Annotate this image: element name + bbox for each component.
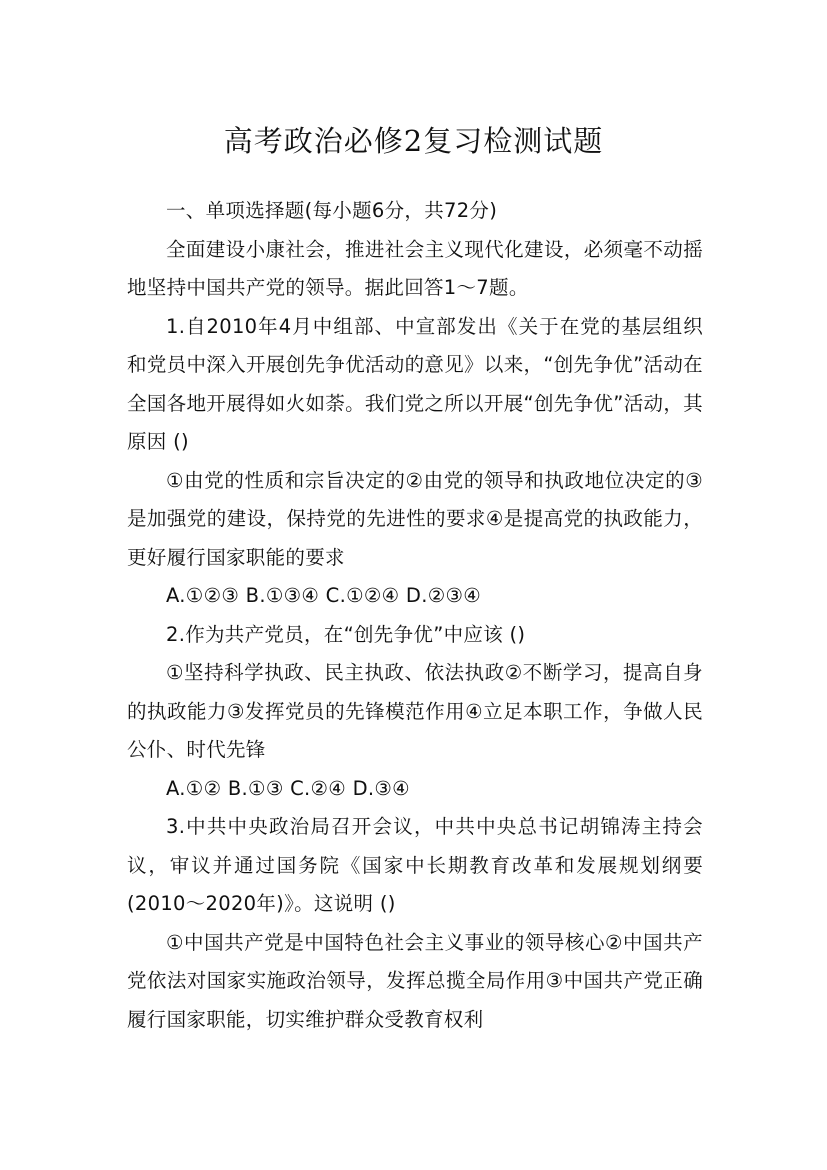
- question-2-stem: 2.作为共产党员，在“创先争优”中应该 (): [166, 622, 526, 646]
- intro-paragraph: 全面建设小康社会，推进社会主义现代化建设，必须毫不动摇地坚持中国共产党的领导。据此回答1～7题。: [127, 237, 703, 299]
- question-3-stem: 3.中共中央政治局召开会议，中共中央总书记胡锦涛主持会议，审议并通过国务院《国家中长期教育改革和发展规划纲要(2010～2020年)》。这说明 (): [127, 815, 703, 915]
- question-1-statements: ①由党的性质和宗旨决定的②由党的领导和执政地位决定的③是加强党的建设，保持党的先进性的要求④是提高党的执政能力，更好履行国家职能的要求: [127, 468, 703, 569]
- question-1-options: A.①②③ B.①③④ C.①②④ D.②③④: [166, 584, 482, 607]
- question-3-statements: ①中国共产党是中国特色社会主义事业的领导核心②中国共产党依法对国家实施政治领导，发挥总揽全局作用③中国共产党正确履行国家职能，切实维护群众受教育权利: [127, 930, 703, 1031]
- question-2-options: A.①② B.①③ C.②④ D.③④: [166, 776, 410, 800]
- question-2-statements: ①坚持科学执政、民主执政、依法执政②不断学习，提高自身的执政能力③发挥党员的先锋模范作用④立足本职工作，争做人民公仆、时代先锋: [127, 661, 703, 761]
- question-1-stem: 1.自2010年4月中组部、中宣部发出《关于在党的基层组织和党员中深入开展创先争优活动的意见》以来，“创先争优”活动在全国各地开展得如火如荼。我们党之所以开展“创先争优”活动，其原因 (): [127, 314, 703, 453]
- section-heading: 一、单项选择题(每小题6分，共72分): [166, 199, 498, 222]
- document-body: [127, 192, 703, 1039]
- document-title: 高考政治必修2复习检测试题: [223, 124, 604, 159]
